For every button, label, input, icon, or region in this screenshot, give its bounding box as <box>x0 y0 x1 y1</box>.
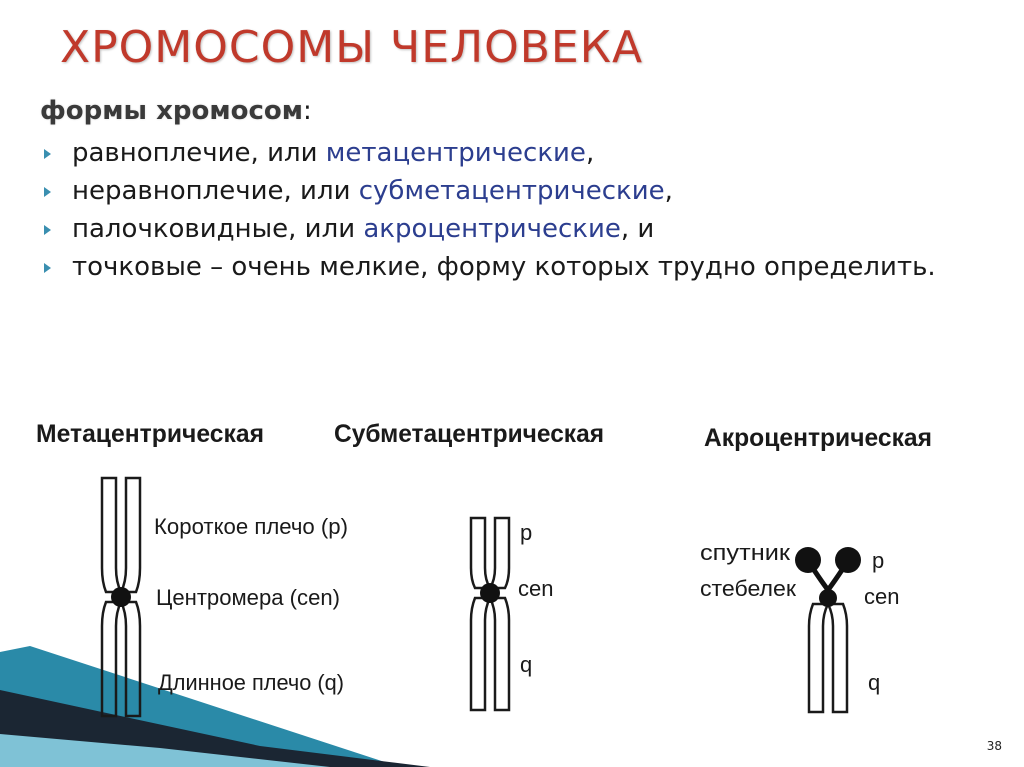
acrocentric-satellite-right <box>835 547 861 573</box>
submetacentric-right-chromatid-top <box>490 518 509 588</box>
metacentric-long-arm-label: Длинное плечо (q) <box>158 670 344 695</box>
triangle-bullet-icon <box>44 225 51 235</box>
bullet-tail: , <box>664 176 673 206</box>
acrocentric-satellite-left <box>795 547 821 573</box>
triangle-bullet-icon <box>44 263 51 273</box>
acrocentric-right-chromatid <box>828 604 847 712</box>
list-item <box>40 172 970 210</box>
submetacentric-left-chromatid-bottom <box>471 598 490 710</box>
bullet-tail: , <box>585 138 595 168</box>
triangle-bullet-icon <box>44 149 51 159</box>
metacentric-left-chromatid-bottom <box>102 602 121 716</box>
metacentric-left-chromatid-top <box>102 478 121 592</box>
acrocentric-p-label: p <box>872 548 885 573</box>
acrocentric-left-chromatid <box>809 604 828 712</box>
subtitle-label: формы хромосом <box>40 96 303 126</box>
metacentric-centromere <box>111 587 131 607</box>
acrocentric-satellite-label: спутник <box>700 540 791 565</box>
bullet-text: неравноплечие, или <box>72 176 359 206</box>
submetacentric-q-label: q <box>520 652 533 677</box>
bullet-text: палочковидные, или <box>72 214 364 244</box>
submetacentric-chromosome <box>471 518 509 710</box>
metacentric-heading: Метацентрическая <box>36 420 264 448</box>
metacentric-centromere-label: Центромера (cen) <box>156 585 340 610</box>
metacentric-short-arm-label: Короткое плечо (p) <box>154 514 348 539</box>
submetacentric-cen-label: cen <box>518 576 554 601</box>
acrocentric-cen-label: cen <box>864 584 900 609</box>
bullet-accent: акроцентрические <box>363 214 621 244</box>
bullet-text: равноплечие, или <box>72 138 326 168</box>
bullet-accent: метацентрические <box>325 138 586 168</box>
submetacentric-heading: Субметацентрическая <box>334 420 604 448</box>
acrocentric-centromere <box>819 589 837 607</box>
acrocentric-stalk-label: стебелек <box>700 576 797 601</box>
subtitle-colon: : <box>302 96 312 126</box>
subtitle <box>40 96 312 126</box>
page-title: ХРОМОСОМЫ ЧЕЛОВЕКА <box>60 22 644 73</box>
page-number: 38 <box>986 739 1002 753</box>
acrocentric-stalk <box>814 570 842 590</box>
triangle-bullet-icon <box>44 187 51 197</box>
list-item <box>40 248 970 286</box>
acrocentric-q-label: q <box>868 670 881 695</box>
metacentric-right-chromatid-bottom <box>121 602 140 716</box>
submetacentric-right-chromatid-bottom <box>490 598 509 710</box>
submetacentric-p-label: p <box>520 520 533 545</box>
bullet-accent: субметацентрические <box>358 176 665 206</box>
metacentric-right-chromatid-top <box>121 478 140 592</box>
acrocentric-heading: Акроцентрическая <box>704 424 932 452</box>
bullet-tail: , и <box>620 214 655 244</box>
list-item <box>40 134 970 172</box>
acrocentric-chromosome <box>809 604 847 712</box>
list-item <box>40 210 970 248</box>
submetacentric-left-chromatid-top <box>471 518 490 588</box>
bullet-text: точковые – очень мелкие, форму которых трудно определить. <box>72 252 936 282</box>
bullet-list <box>40 134 970 286</box>
chromosome-diagram <box>0 400 1024 745</box>
submetacentric-centromere <box>480 583 500 603</box>
